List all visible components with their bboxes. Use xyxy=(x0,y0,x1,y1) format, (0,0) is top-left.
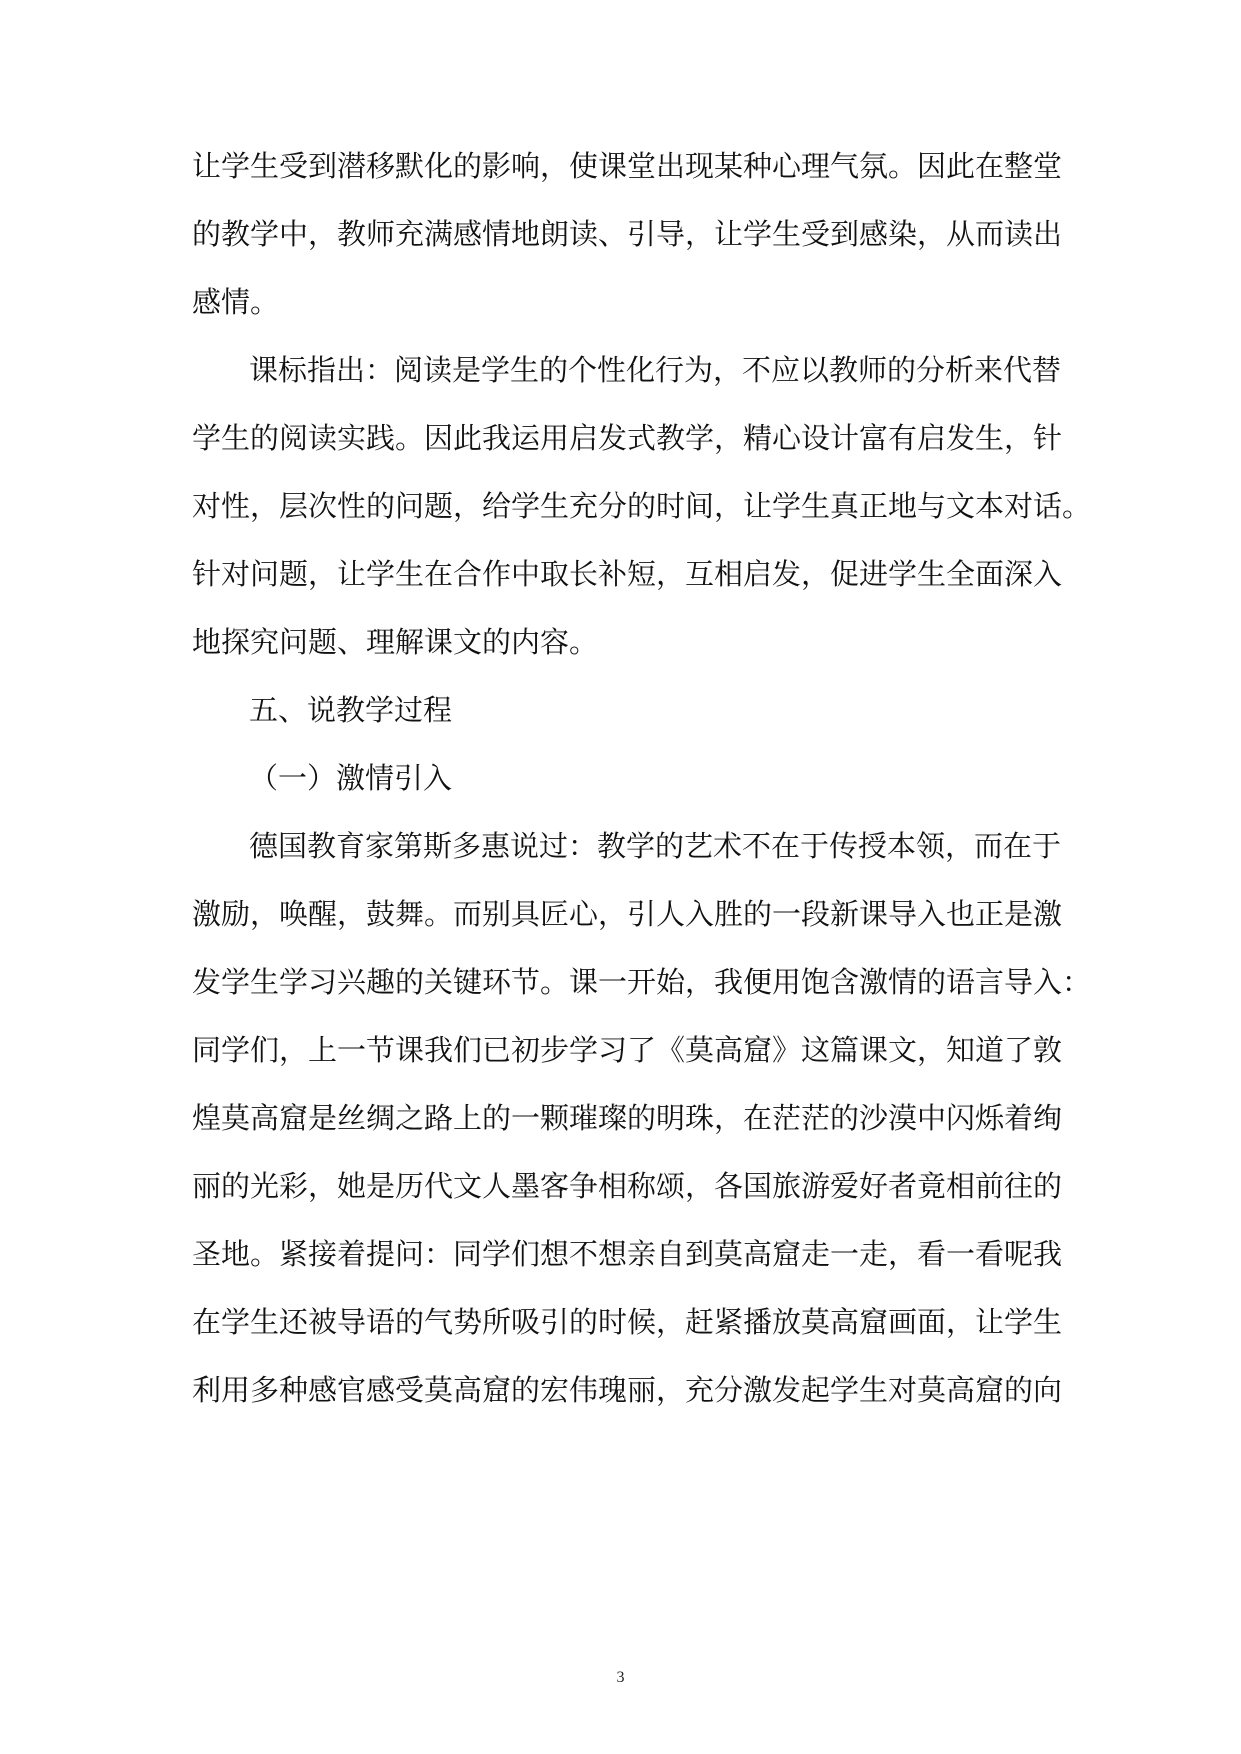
text-line: 德国教育家第斯多惠说过：教学的艺术不在于传授本领，而在于 xyxy=(249,829,1062,863)
text-line: 在学生还被导语的气势所吸引的时候，赶紧播放莫高窟画面，让学生 xyxy=(192,1305,1063,1339)
text-line: 感情。 xyxy=(192,285,280,319)
text-line: 煌莫高窟是丝绸之路上的一颗璀璨的明珠，在茫茫的沙漠中闪烁着绚 xyxy=(192,1101,1063,1135)
text-line: 丽的光彩，她是历代文人墨客争相称颂，各国旅游爱好者竟相前往的 xyxy=(192,1169,1063,1203)
text-line: 的教学中，教师充满感情地朗读、引导，让学生受到感染，从而读出 xyxy=(192,217,1063,251)
text-line: 针对问题，让学生在合作中取长补短，互相启发，促进学生全面深入 xyxy=(192,557,1063,591)
text-line: 课标指出：阅读是学生的个性化行为，不应以教师的分析来代替 xyxy=(249,353,1062,387)
text-line: 激励，唤醒，鼓舞。而别具匠心，引人入胜的一段新课导入也正是激 xyxy=(192,897,1063,931)
subsection-heading: （一）激情引入 xyxy=(249,761,453,795)
text-line: 利用多种感官感受莫高窟的宏伟瑰丽，充分激发起学生对莫高窟的向 xyxy=(192,1373,1063,1407)
text-line: 发学生学习兴趣的关键环节。课一开始，我便用饱含激情的语言导入： xyxy=(192,965,1092,999)
text-line: 学生的阅读实践。因此我运用启发式教学，精心设计富有启发生，针 xyxy=(192,421,1063,455)
section-heading: 五、说教学过程 xyxy=(249,693,453,727)
text-line: 圣地。紧接着提问：同学们想不想亲自到莫高窟走一走，看一看呢我 xyxy=(192,1237,1063,1271)
text-line: 让学生受到潜移默化的影响，使课堂出现某种心理气氛。因此在整堂 xyxy=(192,149,1063,183)
text-line: 同学们，上一节课我们已初步学习了《莫高窟》这篇课文，知道了敦 xyxy=(192,1033,1063,1067)
text-line: 地探究问题、理解课文的内容。 xyxy=(192,625,599,659)
page-number: 3 xyxy=(616,1669,625,1686)
text-line: 对性，层次性的问题，给学生充分的时间，让学生真正地与文本对话。 xyxy=(192,489,1092,523)
